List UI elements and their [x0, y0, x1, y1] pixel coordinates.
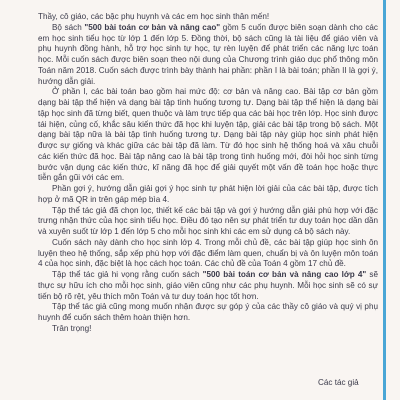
book-title: "500 bài toán cơ bản và nâng cao lớp 4" — [202, 270, 367, 279]
preface-text — [38, 12, 378, 335]
hope-lead: Tập thể tác giả hi vọng rằng cuốn sách — [52, 270, 203, 279]
paragraph-grade4: Cuốn sách này dành cho học sinh lớp 4. Trong mỗi chủ đề, các bài tập giúp học sinh ôn luyện theo hệ thống, sắp xếp phù hợp với đặc điểm làm quen, chuẩn bị và ôn luyện môn toán 4 của học sinh, đặc biệt là học cách học toán. Các chủ đề của Toán 4 gồm 17 chủ đề. — [38, 237, 378, 269]
paragraph-hints: Phần gợi ý, hướng dẫn giải gợi ý học sinh tự phát hiện lời giải của các bài tập, được tích hợp ở mã QR in trên gáp mép bìa 4. — [38, 184, 378, 204]
signature: Các tác giả — [318, 378, 359, 387]
salutation: Thầy, cô giáo, các bậc phụ huynh và các em học sinh thân mến! — [38, 12, 270, 21]
paragraph-authors-design: Tập thể tác giả đã chọn lọc, thiết kế các bài tập và gợi ý hướng dẫn giải phù hợp với đặc trưng nhận thức của học sinh tiểu học. Điều đó tạo nên sự phát triển tư duy toán học dần dần và xuyên suốt từ lớp 1 đến lớp 5 cho mỗi học sinh khi các em sử dụng cả bộ sách này. — [38, 205, 378, 236]
paragraph-part-one: Ở phần I, các bài toán bao gồm hai mức độ: cơ bản và nâng cao. Bài tập cơ bản gồm dạng bài tập thể hiện và dạng bài tập tình huống tương tự. Dạng bài tập thể hiện là dạng bài tập học sinh đã từng biết, quen thuộc và làm trực tiếp qua các bài học trên lớp. Học sinh được tái hiện, củng cố, khắc sâu kiến thức đã học khi luyện tập, giải các bài tập trong bộ sách. Một dạng bài tập nữa là bài tập tình huống tương tự. Dạng bài tập này giúp học sinh phát hiện được sự giống và khác giữa các bài tập đã làm. Từ đó học sinh hệ thống hoá và xâu chuỗi các kiến thức đã học. Bài tập nâng cao là bài tập trong tình huống mới, đòi hỏi học sinh từng bước vận dụng các kiến thức, kĩ năng đã học để giải quyết một vấn đề toán học hoặc thực tiễn gắn gũi với các em. — [38, 87, 378, 183]
page-edge-border — [383, 0, 386, 400]
paragraph-feedback: Tập thể tác giả cũng mong muốn nhận được sự góp ý của các thầy cô giáo và quý vị phụ huynh để cuốn sách thêm hoàn thiện hơn. — [38, 302, 378, 322]
hope-body: sẽ thực sự hữu ích cho mỗi học sinh, giáo viên cũng như các phụ huynh. Mỗi học sinh sẽ có sự tiến bộ rõ rệt, yêu thích môn Toán và tư duy toán học tốt hơn. — [38, 270, 379, 301]
intro-body: gồm 5 cuốn được biên soạn dành cho các em học sinh tiểu học từ lớp 1 đến lớp 5. Đồng thời, bộ sách cũng là tài liệu để giáo viên và phụ huynh đồng hành, hỗ trợ học sinh tự học, tự rèn luyện để phát triển các năng lực toán học. Mỗi cuốn sách được biên soạn theo nội dung của Chương trình giáo dục phổ thông môn Toán năm 2018. Cuốn sách được trình bày thành hai phần: phần I là bài toán; phần II là gợi ý, hướng dẫn giải. — [38, 22, 378, 86]
intro-lead: Bộ sách — [52, 22, 85, 32]
paragraph-intro — [38, 23, 378, 88]
paragraph-hope — [38, 270, 378, 302]
book-series-title: "500 bài toán cơ bản và nâng cao" — [84, 22, 221, 32]
closing-thanks: Trân trọng! — [52, 323, 92, 333]
